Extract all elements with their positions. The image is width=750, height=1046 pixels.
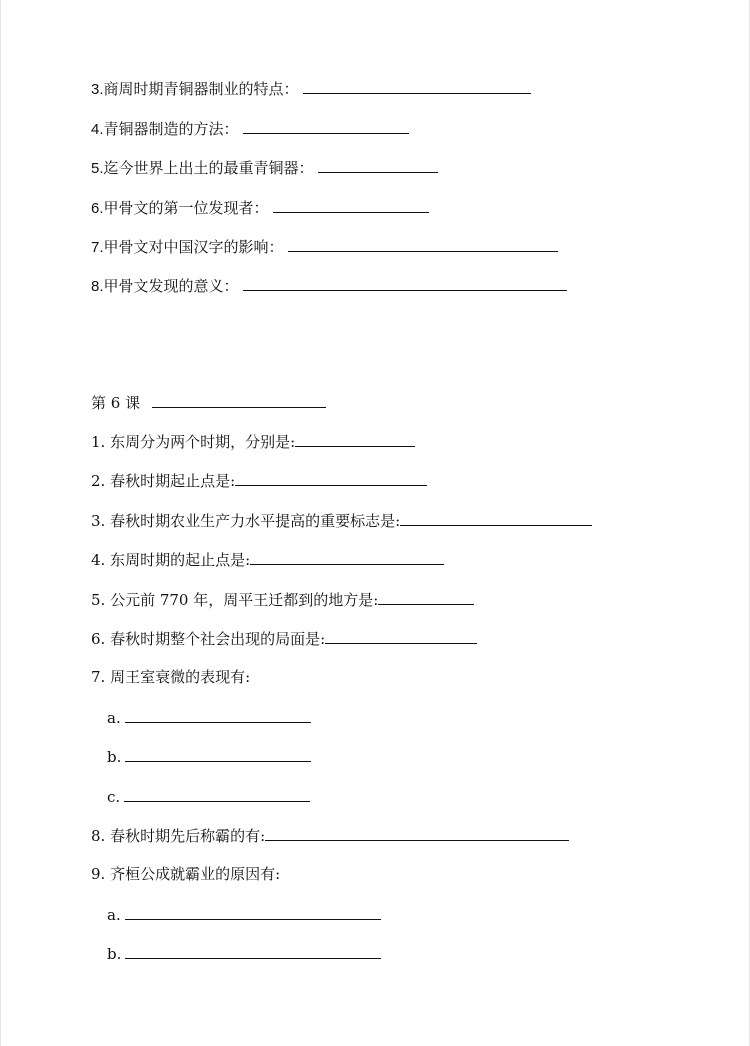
question-text: 6.甲骨文的第一位发现者： (91, 200, 269, 217)
lesson6-question-5 (91, 589, 474, 609)
option-label: b. (107, 945, 122, 963)
question-text: 3. 春秋时期农业生产力水平提高的重要标志是: (91, 512, 401, 530)
option-label: c. (107, 788, 121, 806)
lesson6-question-4 (91, 549, 444, 569)
answer-blank[interactable] (243, 118, 409, 134)
answer-blank[interactable] (125, 707, 311, 723)
lesson-title: 第 6 课 (91, 394, 141, 412)
question-text: 5. 公元前 770 年，周平王迁都到的地方是: (91, 591, 379, 609)
question-8-oracle-significance (91, 275, 567, 295)
question-text: 7. 周王室衰微的表现有: (91, 668, 251, 686)
question-7-oracle-influence (91, 236, 558, 256)
question-text: 4. 东周时期的起止点是: (91, 551, 251, 569)
question-text: 7.甲骨文对中国汉字的影响： (91, 239, 284, 256)
answer-blank[interactable] (318, 157, 438, 173)
answer-blank[interactable] (125, 904, 381, 920)
answer-blank[interactable] (235, 470, 427, 486)
lesson-6-heading (91, 392, 326, 412)
lesson6-question-3 (91, 510, 592, 530)
answer-blank[interactable] (250, 549, 444, 565)
lesson6-question-2 (91, 470, 427, 490)
answer-blank[interactable] (125, 746, 311, 762)
question-6-oracle-discoverer (91, 197, 429, 217)
lesson6-question-9-option-a (107, 904, 381, 924)
option-label: a. (107, 906, 121, 924)
question-text: 4.青铜器制造的方法： (91, 121, 239, 138)
question-text: 8.甲骨文发现的意义： (91, 278, 239, 295)
question-text: 1. 东周分为两个时期，分别是: (91, 433, 296, 451)
question-text: 5.迄今世界上出土的最重青铜器： (91, 160, 314, 177)
lesson6-question-7-option-a (107, 707, 311, 727)
lesson6-question-7 (91, 667, 250, 687)
question-text: 3.商周时期青铜器制业的特点： (91, 81, 299, 98)
lesson6-question-6 (91, 628, 477, 648)
question-5-heaviest-bronze (91, 157, 438, 177)
answer-blank[interactable] (295, 431, 415, 447)
question-4-bronze-method (91, 118, 409, 138)
question-text: 9. 齐桓公成就霸业的原因有: (91, 865, 281, 883)
lesson6-question-9-option-b (107, 943, 381, 963)
answer-blank[interactable] (273, 197, 429, 213)
answer-blank[interactable] (325, 628, 477, 644)
lesson6-question-7-option-b (107, 746, 311, 766)
lesson6-question-9 (91, 864, 280, 884)
answer-blank[interactable] (378, 589, 474, 605)
question-3-shang-zhou-bronze (91, 78, 531, 98)
question-text: 6. 春秋时期整个社会出现的局面是: (91, 630, 326, 648)
lesson6-question-1 (91, 431, 415, 451)
lesson6-question-8 (91, 825, 569, 845)
question-text: 8. 春秋时期先后称霸的有: (91, 827, 266, 845)
option-label: a. (107, 709, 121, 727)
lesson-title-blank[interactable] (152, 392, 326, 408)
answer-blank[interactable] (288, 236, 558, 252)
answer-blank[interactable] (265, 825, 569, 841)
lesson6-question-7-option-c (107, 786, 310, 806)
answer-blank[interactable] (124, 786, 310, 802)
answer-blank[interactable] (400, 510, 592, 526)
answer-blank[interactable] (303, 78, 531, 94)
answer-blank[interactable] (125, 943, 381, 959)
option-label: b. (107, 748, 122, 766)
answer-blank[interactable] (243, 275, 567, 291)
question-text: 2. 春秋时期起止点是: (91, 472, 236, 490)
